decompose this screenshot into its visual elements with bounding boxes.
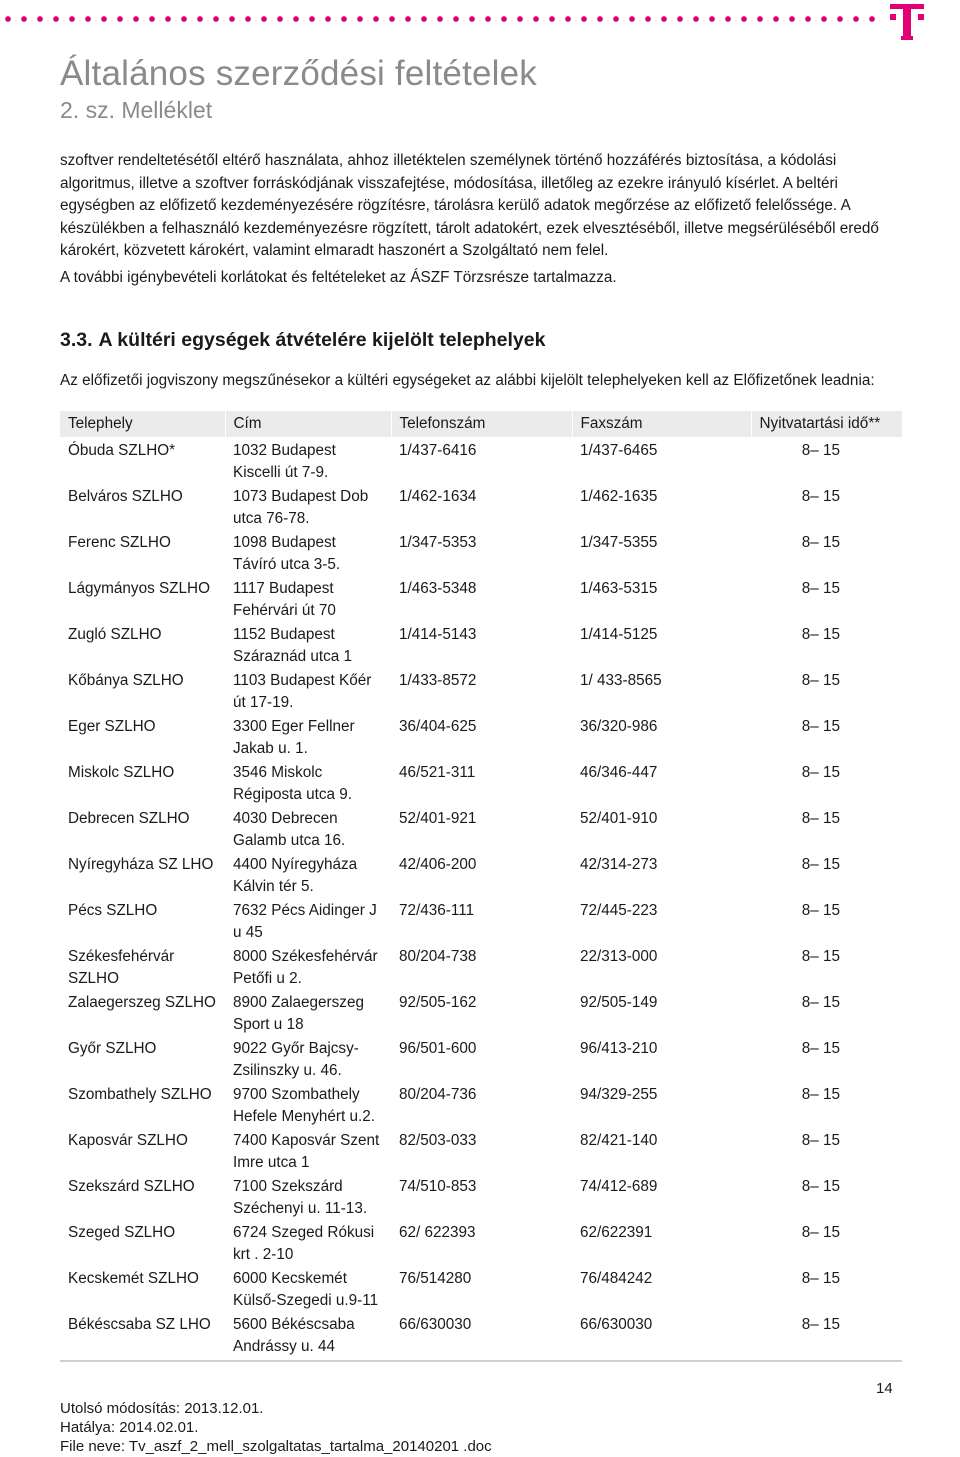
cell-site: Szeged SZLHO (68, 1224, 176, 1241)
table-row (60, 762, 902, 808)
cell-phone: 66/630030 (391, 1314, 572, 1361)
cell-fax: 62/622391 (580, 1224, 653, 1241)
cell-address: 3300 Eger Fellner Jakab u. 1. (233, 718, 355, 757)
cell-site: Óbuda SZLHO* (68, 442, 176, 459)
cell-site: Debrecen SZLHO (68, 810, 190, 827)
cell-phone: 92/505-162 (399, 994, 477, 1011)
col-header-fax: Faxszám (572, 411, 751, 437)
table-row (60, 437, 902, 486)
cell-site: Székesfehérvár SZLHO (68, 948, 175, 987)
cell-hours: 8– 15 (801, 1132, 840, 1149)
cell-address: 3546 Miskolc Régiposta utca 9. (233, 764, 353, 803)
cell-address: 4030 Debrecen Galamb utca 16. (233, 810, 346, 849)
cell-hours: 8– 15 (801, 626, 840, 643)
cell-hours: 8– 15 (801, 810, 840, 827)
cell-address: 1032 Budapest Kiscelli út 7-9. (233, 442, 336, 481)
cell-hours: 8– 15 (801, 902, 840, 919)
cell-address: 1117 Budapest Fehérvári út 70 (233, 580, 336, 619)
cell-hours: 8– 15 (801, 856, 840, 873)
cell-phone: 72/436-111 (399, 902, 475, 919)
cell-phone: 76/514280 (399, 1270, 472, 1287)
table-row (60, 1130, 902, 1176)
cell-fax: 42/314-273 (580, 856, 658, 873)
cell-hours: 8– 15 (801, 764, 840, 781)
cell-phone: 1/437-6416 (399, 442, 477, 459)
cell-phone: 80/204-738 (399, 948, 477, 965)
cell-phone: 1/433-8572 (399, 672, 477, 689)
cell-site: Zalaegerszeg SZLHO (68, 994, 216, 1011)
section-lead-text: Az előfizetői jogviszony megszűnésekor a kültéri egységeket az alábbi kijelölt telephelyeken kell az Előfizetőnek leadnia: (60, 372, 875, 389)
cell-phone: 42/406-200 (399, 856, 477, 873)
col-header-site: Telephely (60, 411, 225, 437)
page-number: 14 (876, 1380, 893, 1397)
cell-hours: 8– 15 (801, 672, 840, 689)
table-row (60, 1176, 902, 1222)
cell-fax: 96/413-210 (580, 1040, 658, 1057)
col-header-address: Cím (225, 411, 391, 437)
cell-site: Kőbánya SZLHO (68, 672, 184, 689)
cell-address: 5600 Békéscsaba Andrássy u. 44 (225, 1314, 391, 1361)
cell-fax: 92/505-149 (580, 994, 658, 1011)
table-row (60, 716, 902, 762)
cell-address: 8900 Zalaegerszeg Sport u 18 (233, 994, 364, 1033)
cell-fax: 1/414-5125 (580, 626, 658, 643)
cell-hours: 8– 15 (801, 488, 840, 505)
table-row (60, 1038, 902, 1084)
cell-address: 6724 Szeged Rókusi krt . 2-10 (233, 1224, 375, 1263)
section-heading (60, 329, 545, 352)
cell-site: Ferenc SZLHO (68, 534, 171, 551)
table-row (60, 1268, 902, 1314)
cell-address: 7100 Szekszárd Széchenyi u. 11-13. (233, 1178, 368, 1217)
cell-site: Zugló SZLHO (68, 626, 162, 643)
cell-hours: 8– 15 (751, 1314, 902, 1361)
effective-date-text: Hatálya: 2014.02.01. (60, 1419, 199, 1436)
table-row (60, 808, 902, 854)
brand-dot-row (0, 15, 880, 23)
intro-paragraph-1: szoftver rendeltetésétől eltérő használata, ahhoz illetéktelen személynek történő hozzáférés biztosítása, a kódolási algoritmus, illetve a szoftver forráskódjának visszafejtése, módosítása, illetőleg az ezekre irányuló kísérlet. A beltéri egységben az előfizető kezdeményezésére rögzítésre, tárolásra kerülő adatok megőrzése az előfizető felelőssége. A készülékben a felhasználó kezdeményezésre rögzített, tárolt adatokért, ezek elvesztéséből, illetve megsérüléséből eredő károkért, közvetett károkért, valamint elmaradt haszonért a Szolgáltató nem felel. (60, 152, 879, 259)
cell-fax: 46/346-447 (580, 764, 658, 781)
cell-fax: 74/412-689 (580, 1178, 658, 1195)
cell-phone: 74/510-853 (399, 1178, 477, 1195)
cell-phone: 52/401-921 (399, 810, 477, 827)
cell-phone: 1/414-5143 (399, 626, 477, 643)
table-row (60, 486, 902, 532)
cell-fax: 1/463-5315 (580, 580, 658, 597)
cell-hours: 8– 15 (801, 1270, 840, 1287)
cell-phone: 1/462-1634 (399, 488, 477, 505)
cell-hours: 8– 15 (801, 1224, 840, 1241)
last-modified-text: Utolsó módosítás: 2013.12.01. (60, 1400, 264, 1417)
cell-phone: 80/204-736 (399, 1086, 477, 1103)
sites-table (60, 411, 903, 1362)
cell-hours: 8– 15 (801, 1178, 840, 1195)
cell-phone: 1/347-5353 (399, 534, 477, 551)
cell-fax: 94/329-255 (580, 1086, 658, 1103)
page-title: Általános szerződési feltételek (60, 54, 538, 93)
table-row (60, 578, 902, 624)
cell-phone: 36/404-625 (399, 718, 477, 735)
cell-phone: 82/503-033 (399, 1132, 477, 1149)
cell-fax: 22/313-000 (580, 948, 658, 965)
cell-site: Békéscsaba SZ LHO (60, 1314, 225, 1361)
cell-fax: 1/437-6465 (580, 442, 658, 459)
cell-fax: 1/ 433-8565 (580, 672, 662, 689)
cell-site: Miskolc SZLHO (68, 764, 175, 781)
table-row (60, 532, 902, 578)
col-header-hours: Nyitvatartási idő** (751, 411, 902, 437)
file-name-text: File neve: Tv_aszf_2_mell_szolgaltatas_tartalma_20140201 .doc (60, 1438, 492, 1455)
cell-hours: 8– 15 (801, 1040, 840, 1057)
cell-site: Szekszárd SZLHO (68, 1178, 195, 1195)
cell-fax: 66/630030 (572, 1314, 751, 1361)
section-number: 3.3. (60, 329, 93, 351)
cell-address: 8000 Székesfehérvár Petőfi u 2. (233, 948, 378, 987)
table-row (60, 670, 902, 716)
cell-site: Kecskemét SZLHO (68, 1270, 199, 1287)
cell-fax: 1/462-1635 (580, 488, 658, 505)
cell-address: 1098 Budapest Távíró utca 3-5. (233, 534, 341, 573)
cell-site: Győr SZLHO (68, 1040, 157, 1057)
cell-hours: 8– 15 (801, 1086, 840, 1103)
cell-site: Lágymányos SZLHO (68, 580, 210, 597)
cell-site: Belváros SZLHO (68, 488, 183, 505)
table-row (60, 1314, 902, 1361)
cell-fax: 1/347-5355 (580, 534, 658, 551)
cell-address: 1103 Budapest Kőér út 17-19. (233, 672, 372, 711)
cell-site: Eger SZLHO (68, 718, 156, 735)
cell-fax: 82/421-140 (580, 1132, 658, 1149)
cell-hours: 8– 15 (801, 948, 840, 965)
cell-hours: 8– 15 (801, 718, 840, 735)
cell-address: 7632 Pécs Aidinger J u 45 (233, 902, 377, 941)
cell-phone: 62/ 622393 (399, 1224, 476, 1241)
cell-phone: 1/463-5348 (399, 580, 477, 597)
cell-phone: 46/521-311 (399, 764, 476, 781)
page-subtitle: 2. sz. Melléklet (60, 97, 213, 123)
table-row (60, 854, 902, 900)
cell-hours: 8– 15 (801, 580, 840, 597)
section-title: A kültéri egységek átvételére kijelölt telephelyek (98, 329, 546, 351)
table-row (60, 946, 902, 992)
table-row (60, 992, 902, 1038)
cell-fax: 36/320-986 (580, 718, 658, 735)
cell-site: Szombathely SZLHO (68, 1086, 212, 1103)
table-header-row (60, 411, 902, 437)
cell-site: Nyíregyháza SZ LHO (68, 856, 214, 873)
col-header-phone: Telefonszám (391, 411, 572, 437)
cell-phone: 96/501-600 (399, 1040, 477, 1057)
cell-hours: 8– 15 (801, 534, 840, 551)
cell-address: 6000 Kecskemét Külső-Szegedi u.9-11 (233, 1270, 379, 1309)
table-row (60, 1222, 902, 1268)
table-row (60, 900, 902, 946)
cell-address: 1152 Budapest Száraznád utca 1 (233, 626, 353, 665)
cell-address: 9022 Győr Bajcsy-Zsilinszky u. 46. (233, 1040, 359, 1079)
cell-hours: 8– 15 (801, 994, 840, 1011)
cell-fax: 76/484242 (580, 1270, 653, 1287)
telekom-t-logo-icon (890, 2, 924, 42)
footer-info (60, 1399, 492, 1456)
cell-fax: 72/445-223 (580, 902, 658, 919)
table-row (60, 1084, 902, 1130)
intro-text (60, 150, 910, 289)
cell-address: 7400 Kaposvár Szent Imre utca 1 (233, 1132, 380, 1171)
cell-address: 1073 Budapest Dob utca 76-78. (233, 488, 369, 527)
cell-address: 4400 Nyíregyháza Kálvin tér 5. (233, 856, 358, 895)
cell-address: 9700 Szombathely Hefele Menyhért u.2. (233, 1086, 375, 1125)
intro-paragraph-2: A további igénybevételi korlátokat és feltételeket az ÁSZF Törzsrésze tartalmazza. (60, 268, 617, 286)
cell-site: Kaposvár SZLHO (68, 1132, 188, 1149)
cell-site: Pécs SZLHO (68, 902, 158, 919)
cell-fax: 52/401-910 (580, 810, 658, 827)
table-row (60, 624, 902, 670)
cell-hours: 8– 15 (801, 442, 840, 459)
